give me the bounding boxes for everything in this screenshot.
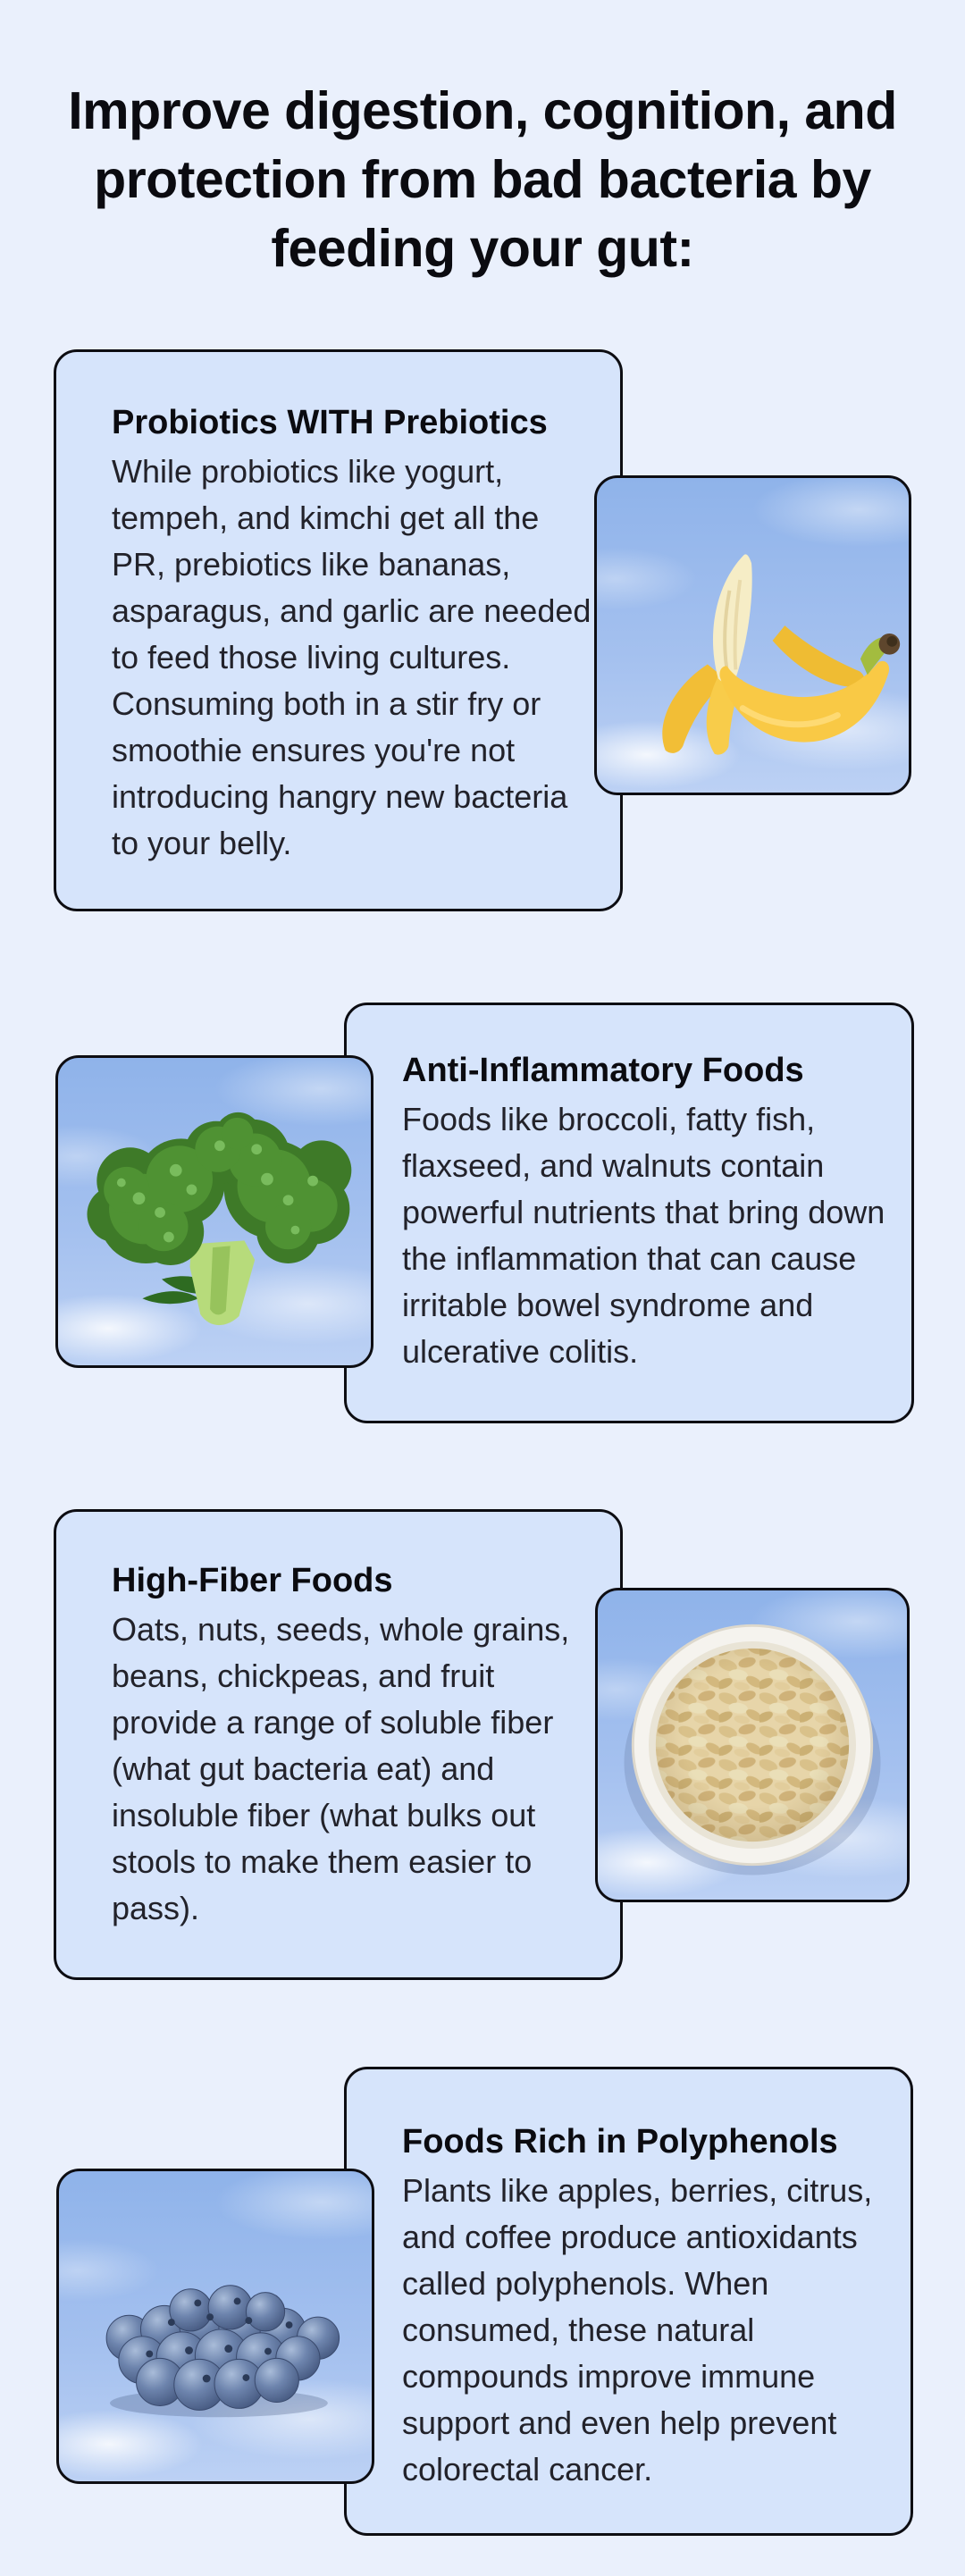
page-title: Improve digestion, cognition, and protection from bad bacteria by feeding your gut: xyxy=(68,81,897,278)
card-title: Probiotics WITH Prebiotics xyxy=(112,404,548,441)
card-title: High-Fiber Foods xyxy=(112,1562,393,1599)
oats-photo xyxy=(595,1588,910,1902)
card-title: Anti-Inflammatory Foods xyxy=(402,1052,804,1089)
card-title: Foods Rich in Polyphenols xyxy=(402,2123,838,2161)
card-body: Plants like apples, berries, citrus, and coffee produce antioxidants called polyphenols. When consumed, these natural compounds improve immune support and even help prevent colorectal cancer. xyxy=(402,2172,873,2488)
card-probiotics-with-prebiotics xyxy=(54,349,623,911)
blueberries-image xyxy=(59,2171,372,2481)
oats-bowl-image xyxy=(598,1590,907,1900)
card-foods-rich-in-polyphenols xyxy=(344,2067,913,2536)
card-body: While probiotics like yogurt, tempeh, and kimchi get all the PR, prebiotics like bananas, asparagus, and garlic are needed to feed those living cultures. Consuming both in a stir fry or smoothie ensures you're not introducing hangry new bacteria to your belly. xyxy=(112,453,592,861)
banana-image xyxy=(597,478,909,793)
blueberries-photo xyxy=(56,2169,374,2484)
card-high-fiber-foods xyxy=(54,1509,623,1980)
broccoli-photo xyxy=(55,1055,373,1368)
broccoli-image xyxy=(58,1058,371,1365)
banana-photo xyxy=(594,475,911,795)
card-anti-inflammatory-foods xyxy=(344,1003,914,1423)
card-body: Oats, nuts, seeds, whole grains, beans, chickpeas, and fruit provide a range of soluble fiber (what gut bacteria eat) and insoluble fiber (what bulks out stools to make them easier to pass). xyxy=(112,1611,570,1926)
card-body: Foods like broccoli, fatty fish, flaxseed, and walnuts contain powerful nutrients that bring down the inflammation that can cause irritable bowel syndrome and ulcerative colitis. xyxy=(402,1101,885,1370)
